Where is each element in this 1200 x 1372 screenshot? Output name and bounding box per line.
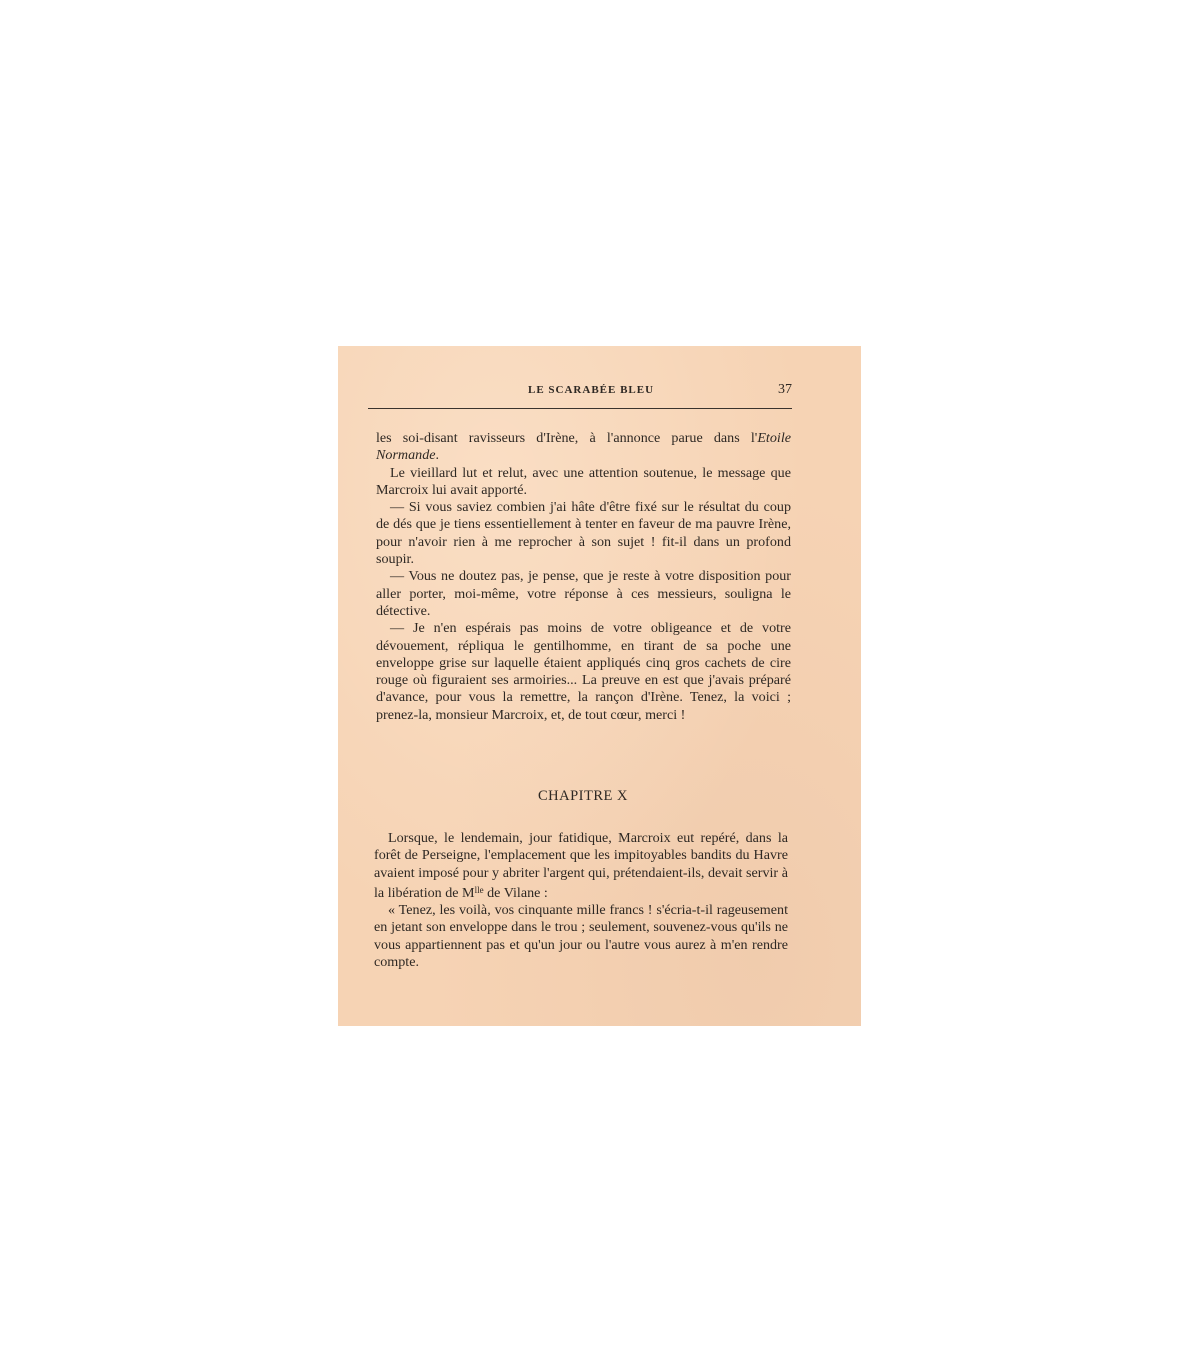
paragraph-text: les soi-disant ravisseurs d'Irène, à l'annonce parue dans l' (376, 430, 758, 446)
newspaper-title: Etoile Normande (376, 430, 791, 464)
running-title: LE SCARABÉE BLEU (528, 384, 655, 396)
paragraph: — Si vous saviez combien j'ai hâte d'être fixé sur le résultat du coup de dés que je tiens essentiellement à tenter en faveur de ma pauvre Irène, pour n'avoir rien à me reprocher à son sujet ! fit-il dans un profond soupir. (376, 499, 791, 568)
chapter-heading: CHAPITRE X (538, 788, 628, 804)
running-head (338, 384, 861, 404)
paragraph (374, 830, 788, 902)
body-text-top (376, 430, 791, 724)
page-number: 37 (778, 382, 792, 397)
paragraph: « Tenez, les voilà, vos cinquante mille francs ! s'écria-t-il rageusement en jetant son enveloppe dans le trou ; seulement, souvenez-vous qu'ils ne vous appartiennent pas et qu'un jour ou l'autre vous aurez à m'en rendre compte. (374, 902, 788, 971)
header-rule (368, 408, 792, 409)
paragraph: Le vieillard lut et relut, avec une attention soutenue, le message que Marcroix lui avait apporté. (376, 464, 791, 498)
paragraph-text: Lorsque, le lendemain, jour fatidique, Marcroix eut repéré, dans la forêt de Perseigne, l'emplacement que les impitoyables bandits du Havre avaient imposé pour y abriter l'argent qui, prétendaient-ils, devait servir à la libération de M (374, 830, 788, 901)
paragraph: — Je n'en espérais pas moins de votre obligeance et de votre dévouement, répliqua le gentilhomme, en tirant de sa poche une enveloppe grise sur laquelle étaient appliqués cinq gros cachets de cire rouge où figuraient ses armoiries... La preuve en est que j'avais préparé d'avance, pour vous la remettre, la rançon d'Irène. Tenez, la voici ; prenez-la, monsieur Marcroix, et, de tout cœur, merci ! (376, 620, 791, 723)
book-page (338, 346, 861, 1026)
body-text-bottom (374, 830, 788, 971)
paragraph: — Vous ne doutez pas, je pense, que je reste à votre disposition pour aller porter, moi-même, votre réponse à ces messieurs, souligna le détective. (376, 568, 791, 619)
paragraph-text: de Vilane : (483, 884, 548, 901)
superscript: lle (474, 884, 484, 895)
paragraph (376, 430, 791, 465)
paragraph-text: . (435, 447, 440, 464)
